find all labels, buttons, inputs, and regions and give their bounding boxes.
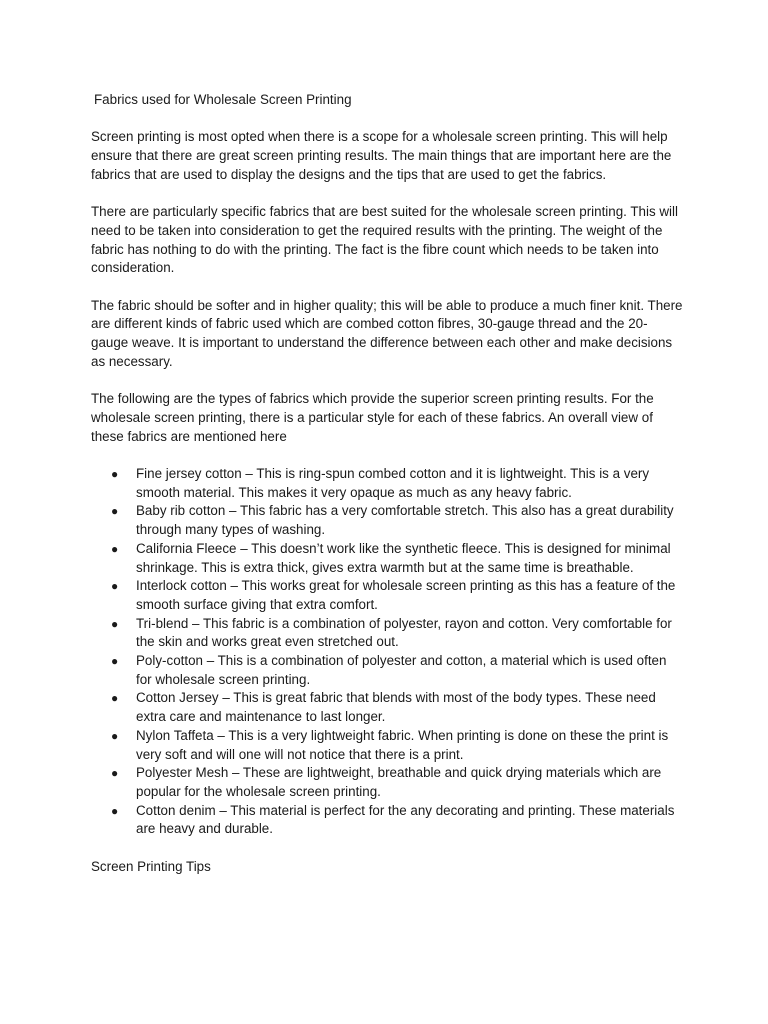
paragraph-intro: Screen printing is most opted when there is a scope for a wholesale screen printing. This will help ensure that there are great screen printing results. The main things that are important here are the fabrics that are used to display the designs and the tips that are used to get the fabrics.: [91, 129, 672, 182]
document-page: [91, 91, 683, 876]
list-item-text: Cotton denim – This material is perfect for the any decorating and printing. These materials are heavy and durable.: [136, 802, 675, 837]
list-item-text: Tri-blend – This fabric is a combination of polyester, rayon and cotton. Very comfortable for the skin and works great even stretched out.: [136, 615, 672, 650]
list-item: [91, 465, 683, 502]
list-item-text: California Fleece – This doesn’t work like the synthetic fleece. This is designed for minimal shrinkage. This is extra thick, gives extra warmth but at the same time is breathable.: [136, 540, 671, 575]
list-item: [91, 802, 683, 839]
paragraph-fabric-types-intro: The following are the types of fabrics which provide the superior screen printing results. For the wholesale screen printing, there is a particular style for each of these fabrics. An overall view of these fabrics are mentioned here: [91, 391, 654, 444]
list-item-text: Poly-cotton – This is a combination of polyester and cotton, a material which is used often for wholesale screen printing.: [136, 653, 667, 687]
bullet-icon: ●: [111, 616, 119, 631]
bullet-icon: ●: [111, 766, 119, 781]
bullet-icon: ●: [111, 691, 119, 706]
list-item-text: Interlock cotton – This works great for wholesale screen printing as this has a feature of the smooth surface giving that extra comfort.: [136, 578, 676, 612]
list-item: [91, 652, 683, 689]
list-item: [91, 764, 683, 801]
document-title: Fabrics used for Wholesale Screen Printing: [94, 92, 352, 107]
bullet-icon: ●: [111, 803, 119, 818]
list-item: [91, 689, 683, 726]
section-heading: Screen Printing Tips: [91, 858, 211, 874]
list-item: [91, 540, 683, 577]
bullet-icon: ●: [111, 466, 119, 481]
bullet-icon: ●: [111, 728, 119, 743]
list-item: [91, 727, 683, 764]
bullet-icon: ●: [111, 504, 119, 519]
paragraph-fabric-quality: The fabric should be softer and in higher quality; this will be able to produce a much finer knit. There are different kinds of fabric used which are combed cotton fibres, 30-gauge thread and the 20-gauge weave. It is important to understand the difference between each other and make decisions as necessary.: [91, 297, 683, 369]
list-item-text: Fine jersey cotton – This is ring-spun combed cotton and it is lightweight. This is a very smooth material. This makes it very opaque as much as any heavy fabric.: [136, 465, 650, 500]
list-item-text: Nylon Taffeta – This is a very lightweight fabric. When printing is done on these the print is very soft and will one will not notice that there is a print.: [136, 727, 669, 762]
list-item-text: Baby rib cotton – This fabric has a very comfortable stretch. This also has a great durability through many types of washing.: [136, 503, 674, 538]
paragraph-specific-fabrics: There are particularly specific fabrics that are best suited for the wholesale screen printing. This will need to be taken into consideration to get the required results with the printing. The weight of the fabric has nothing to do with the printing. The fact is the fibre count which needs to be taken into consideration.: [91, 204, 678, 276]
list-item-text: Polyester Mesh – These are lightweight, breathable and quick drying materials which are popular for the wholesale screen printing.: [136, 765, 662, 799]
bullet-icon: ●: [111, 579, 119, 594]
list-item: [91, 615, 683, 652]
list-item-text: Cotton Jersey – This is great fabric that blends with most of the body types. These need extra care and maintenance to last longer.: [136, 690, 656, 725]
bullet-icon: ●: [111, 541, 119, 556]
list-item: [91, 502, 683, 539]
bullet-icon: ●: [111, 654, 119, 669]
list-item: [91, 577, 683, 614]
fabric-list: [91, 465, 683, 839]
